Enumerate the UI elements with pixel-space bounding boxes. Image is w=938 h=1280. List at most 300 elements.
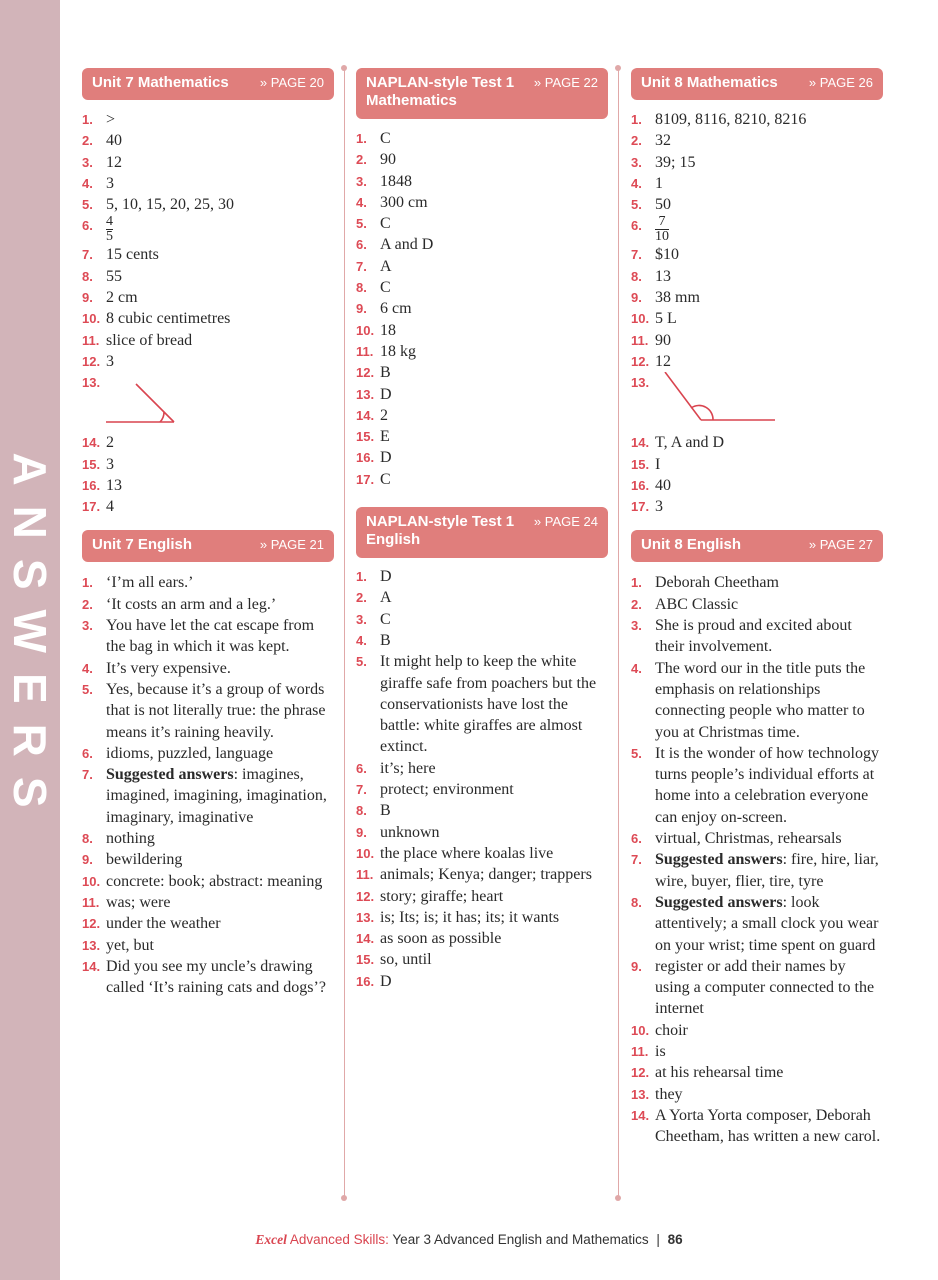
- answer-number: 5.: [82, 681, 93, 697]
- answer-number: 17.: [631, 499, 650, 515]
- answer-value: so, until: [380, 951, 432, 969]
- answer-number: 9.: [631, 290, 642, 306]
- answer-value: story; giraffe; heart: [380, 887, 504, 905]
- answer-number: 4.: [82, 175, 93, 191]
- answer-value: animals; Kenya; danger; trappers: [380, 866, 592, 884]
- answer-item: [356, 298, 608, 319]
- answer-value: 4: [106, 498, 114, 516]
- answer-item: [631, 1020, 883, 1041]
- answer-number: 5.: [356, 216, 367, 232]
- answer-number: 7.: [631, 247, 642, 263]
- answer-value: A and D: [380, 236, 434, 254]
- answer-text: [655, 215, 883, 244]
- answer-item: [82, 849, 334, 870]
- answer-number: 14.: [356, 407, 375, 423]
- answer-text: [106, 287, 334, 308]
- answer-value: The word our in the title puts the emphasis on relationships connecting people who matter to you at Christmas time.: [655, 659, 866, 741]
- answer-number: 7.: [356, 258, 367, 274]
- answer-text: [380, 298, 608, 319]
- answer-number: 1.: [82, 112, 93, 127]
- answer-item: [356, 447, 608, 468]
- answer-item: [82, 679, 334, 743]
- answer-text: [106, 109, 334, 130]
- answer-number: 12.: [631, 353, 650, 369]
- answer-item: [82, 215, 334, 244]
- answer-text: [655, 454, 883, 475]
- column-middle: [356, 68, 608, 992]
- answer-item: [82, 615, 334, 658]
- answer-text: [106, 679, 334, 743]
- answer-number: 3.: [356, 173, 367, 189]
- answer-text: [106, 615, 334, 658]
- answer-text: [655, 615, 883, 658]
- answer-number: 16.: [356, 450, 375, 466]
- answer-item: [356, 320, 608, 341]
- answer-item: [631, 1084, 883, 1105]
- answer-text: [106, 308, 334, 329]
- answer-value: 3: [106, 174, 114, 192]
- answer-number: 15.: [356, 952, 375, 968]
- answer-number: 11.: [82, 332, 100, 348]
- answer-text: [380, 651, 608, 757]
- answer-item: [356, 758, 608, 779]
- answer-text: [655, 572, 883, 593]
- section-header-naplan-english: [356, 507, 608, 558]
- answer-value: C: [380, 215, 391, 233]
- answer-item: [82, 194, 334, 215]
- fraction: [106, 215, 113, 244]
- answer-value: D: [380, 385, 392, 403]
- answer-text: [655, 109, 883, 130]
- answer-item: [356, 149, 608, 170]
- answer-number: 16.: [82, 477, 101, 493]
- answer-value: ‘I’m all ears.’: [106, 574, 194, 592]
- column-divider: [344, 68, 345, 1198]
- answer-item: [631, 454, 883, 475]
- answer-item: [631, 475, 883, 496]
- answer-item: [631, 658, 883, 743]
- answer-text: [380, 447, 608, 468]
- answer-text: [106, 432, 334, 453]
- answer-text: [380, 843, 608, 864]
- answer-number: 4.: [631, 175, 642, 191]
- answer-value: B: [380, 802, 391, 820]
- answer-number: 6.: [356, 760, 367, 776]
- answer-value: unknown: [380, 823, 440, 841]
- answer-number: 1.: [356, 569, 367, 585]
- answer-emphasis: Suggested answers: [655, 893, 783, 911]
- answer-text: [106, 330, 334, 351]
- answer-number: 10.: [631, 1022, 650, 1038]
- answer-item: [82, 351, 334, 372]
- answer-item: [356, 949, 608, 970]
- answer-item: [631, 594, 883, 615]
- answer-number: 12.: [356, 365, 375, 381]
- answer-item: [82, 828, 334, 849]
- answer-item: [82, 913, 334, 934]
- answer-text: [106, 130, 334, 151]
- answer-text: [380, 630, 608, 651]
- answer-item: [356, 907, 608, 928]
- answer-item: [356, 171, 608, 192]
- answer-item: [631, 496, 883, 517]
- answer-item: [631, 615, 883, 658]
- answer-number: 11.: [631, 1043, 649, 1059]
- answer-item: [631, 849, 883, 892]
- fraction: [655, 215, 669, 244]
- answer-item: [356, 213, 608, 234]
- answer-text: [380, 426, 608, 447]
- answer-item: [631, 308, 883, 329]
- answer-item: [356, 277, 608, 298]
- answer-value: it’s; here: [380, 759, 436, 777]
- answer-number: 8.: [82, 831, 93, 847]
- answer-number: 10.: [82, 873, 101, 889]
- answer-value: A: [380, 257, 392, 275]
- answer-number: 13.: [82, 375, 101, 391]
- answer-item: [631, 130, 883, 151]
- answer-value: C: [380, 470, 391, 488]
- answer-number: 3.: [631, 154, 642, 170]
- answer-number: 6.: [356, 237, 367, 253]
- answer-item: [356, 405, 608, 426]
- answer-item: [631, 1041, 883, 1062]
- answer-item: [631, 1105, 883, 1148]
- answer-text: [655, 173, 883, 194]
- answer-number: 6.: [631, 218, 642, 234]
- answer-text: [655, 308, 883, 329]
- answer-text: [106, 572, 334, 593]
- answer-value: E: [380, 428, 390, 446]
- answer-item: [631, 287, 883, 308]
- answer-number: 7.: [82, 767, 93, 783]
- answer-value: 32: [655, 132, 671, 150]
- answer-value: bewildering: [106, 851, 183, 869]
- answer-item: [82, 572, 334, 593]
- answer-number: 11.: [631, 332, 649, 348]
- answer-text: [106, 913, 334, 934]
- answer-text: [655, 194, 883, 215]
- fraction-numerator: 4: [106, 214, 113, 230]
- answer-text: [655, 130, 883, 151]
- answer-number: 3.: [82, 618, 93, 634]
- answer-text: [106, 658, 334, 679]
- answer-number: 4.: [356, 632, 367, 648]
- column-divider: [618, 68, 619, 1198]
- answer-number: 2.: [82, 596, 93, 612]
- answer-value: T, A and D: [655, 434, 725, 452]
- answer-item: [356, 971, 608, 992]
- answer-text: [380, 149, 608, 170]
- answer-number: 2.: [356, 590, 367, 606]
- answer-value: 55: [106, 267, 122, 285]
- answer-list: [631, 109, 883, 517]
- answer-item: [631, 572, 883, 593]
- answer-text: [380, 469, 608, 490]
- answer-item: [82, 372, 334, 432]
- section-header-unit8-english: [631, 530, 883, 562]
- answer-value: 5, 10, 15, 20, 25, 30: [106, 196, 234, 214]
- answer-value: 18 kg: [380, 342, 416, 360]
- answer-text: [380, 213, 608, 234]
- answer-item: [82, 109, 334, 130]
- answer-text: [380, 609, 608, 630]
- answer-value: Yes, because it’s a group of words that is not literally true: the phrase means it’s raining heavily.: [106, 680, 326, 741]
- answer-number: 9.: [631, 958, 642, 974]
- section-title: NAPLAN-style Test 1 Mathematics: [366, 74, 515, 109]
- section-header-unit7-math: [82, 68, 334, 100]
- answer-value: 3: [106, 455, 114, 473]
- answer-text: [380, 277, 608, 298]
- answer-text: [380, 171, 608, 192]
- answer-text: [655, 351, 883, 372]
- answer-value: register or add their names by using a computer connected to the internet: [655, 957, 875, 1018]
- answer-value: C: [380, 610, 391, 628]
- answer-value: idioms, puzzled, language: [106, 744, 274, 762]
- answer-text: [655, 496, 883, 517]
- answer-value: You have let the cat escape from the bag in which it was kept.: [106, 617, 315, 656]
- answer-value: as soon as possible: [380, 930, 502, 948]
- answer-number: 13.: [631, 1086, 650, 1102]
- answer-text: [655, 1084, 883, 1105]
- answer-item: [82, 266, 334, 287]
- answer-text: [380, 758, 608, 779]
- answer-value: 13: [655, 267, 671, 285]
- angle-diagram: [106, 372, 256, 432]
- answer-text: [655, 287, 883, 308]
- answer-text: [655, 892, 883, 956]
- answer-value: is: [655, 1042, 666, 1060]
- section-title: Unit 7 Mathematics: [92, 74, 229, 91]
- answer-text: [655, 1041, 883, 1062]
- footer-brand: Excel: [255, 1232, 287, 1247]
- answer-value: 90: [380, 151, 396, 169]
- answer-item: [631, 152, 883, 173]
- angle-arm: [136, 384, 174, 422]
- answer-text: [380, 362, 608, 383]
- answer-value: choir: [655, 1021, 688, 1039]
- answer-text: [380, 822, 608, 843]
- answer-value: 3: [106, 352, 114, 370]
- answer-text: [380, 886, 608, 907]
- answer-text: [380, 320, 608, 341]
- answer-text: [106, 496, 334, 517]
- answer-text: [380, 384, 608, 405]
- footer-separator: |: [656, 1232, 660, 1247]
- answer-value: 5 L: [655, 310, 677, 328]
- answer-number: 13.: [356, 386, 375, 402]
- answer-value: 300 cm: [380, 193, 428, 211]
- answer-number: 6.: [631, 831, 642, 847]
- answer-value: Deborah Cheetham: [655, 574, 779, 592]
- answer-number: 5.: [356, 654, 367, 670]
- fraction-denominator: 5: [106, 229, 113, 245]
- answer-value: 39; 15: [655, 153, 696, 171]
- page-reference: » PAGE 21: [259, 537, 324, 553]
- answer-item: [631, 828, 883, 849]
- answer-text: [106, 828, 334, 849]
- answer-number: 15.: [82, 456, 101, 472]
- answer-text: [380, 587, 608, 608]
- answer-number: 13.: [631, 375, 650, 391]
- answer-item: [82, 496, 334, 517]
- answer-text: [106, 892, 334, 913]
- answer-value: 90: [655, 331, 671, 349]
- answer-text: [655, 266, 883, 287]
- answer-item: [82, 432, 334, 453]
- answer-item: [356, 864, 608, 885]
- answer-number: 1.: [82, 575, 93, 591]
- answer-value: C: [380, 279, 391, 297]
- answer-item: [356, 651, 608, 757]
- answer-number: 13.: [82, 937, 101, 953]
- answer-number: 5.: [82, 197, 93, 213]
- answer-item: [82, 658, 334, 679]
- answer-text: [380, 971, 608, 992]
- answer-item: [356, 341, 608, 362]
- section-title: Unit 8 English: [641, 536, 742, 554]
- answer-value: 38 mm: [655, 289, 700, 307]
- answer-item: [82, 244, 334, 265]
- answer-number: 7.: [82, 247, 93, 263]
- answer-item: [631, 173, 883, 194]
- answer-number: 8.: [631, 268, 642, 284]
- fraction-numerator: 7: [658, 214, 666, 230]
- answer-text: [655, 152, 883, 173]
- answer-text: [106, 594, 334, 615]
- answer-item: [356, 566, 608, 587]
- answer-text: [106, 871, 334, 892]
- answer-item: [82, 956, 334, 999]
- page-footer: [0, 1232, 938, 1248]
- answer-text: [655, 956, 883, 1020]
- answer-number: 12.: [82, 353, 101, 369]
- answer-text: [380, 800, 608, 821]
- answer-item: [631, 244, 883, 265]
- answer-value: I: [655, 455, 661, 473]
- answer-item: [82, 594, 334, 615]
- answer-item: [356, 469, 608, 490]
- answer-text: [655, 594, 883, 615]
- answer-text: [655, 1020, 883, 1041]
- answer-value: is; Its; is; it has; its; it wants: [380, 908, 560, 926]
- answer-number: 15.: [631, 456, 650, 472]
- page-reference: » PAGE 22: [533, 75, 598, 90]
- section-title: Unit 7 English: [92, 536, 193, 554]
- answer-number: 15.: [356, 429, 375, 445]
- answer-number: 10.: [82, 311, 101, 327]
- answer-value: $10: [655, 246, 679, 264]
- section-title: Unit 8 Mathematics: [641, 74, 778, 91]
- answer-text: [655, 828, 883, 849]
- answer-text: [655, 432, 883, 453]
- answer-text: [106, 764, 334, 828]
- answer-item: [82, 475, 334, 496]
- answer-number: 8.: [356, 803, 367, 819]
- answer-value: It might help to keep the white giraffe safe from poachers but the conservationists have lost the battle: white giraffes are almost extinct.: [380, 653, 597, 756]
- answer-text: [655, 330, 883, 351]
- answer-number: 17.: [82, 499, 101, 515]
- answer-value: 8109, 8116, 8210, 8216: [655, 111, 807, 128]
- answer-number: 2.: [631, 596, 642, 612]
- answer-item: [631, 892, 883, 956]
- answer-value: concrete: book; abstract: meaning: [106, 872, 323, 890]
- answer-item: [631, 109, 883, 130]
- answer-number: 3.: [356, 611, 367, 627]
- answer-text: [655, 475, 883, 496]
- answer-number: 10.: [356, 845, 375, 861]
- page-reference: » PAGE 20: [259, 75, 324, 90]
- answer-number: 12.: [631, 1065, 650, 1081]
- answer-value: 6 cm: [380, 300, 412, 318]
- answer-number: 11.: [82, 894, 100, 910]
- answer-number: 3.: [82, 154, 93, 170]
- answer-value: D: [380, 972, 392, 990]
- answer-number: 10.: [631, 311, 650, 327]
- answer-value: slice of bread: [106, 331, 193, 349]
- answer-text: [655, 743, 883, 828]
- answer-number: 4.: [82, 660, 93, 676]
- answer-text: [106, 152, 334, 173]
- answer-text: [106, 351, 334, 372]
- answer-item: [82, 130, 334, 151]
- answer-value: D: [380, 449, 392, 467]
- answer-item: [82, 743, 334, 764]
- answer-value: It’s very expensive.: [106, 659, 231, 677]
- answer-list: [356, 566, 608, 992]
- answer-text: [106, 266, 334, 287]
- answer-value: 40: [106, 132, 122, 150]
- answer-text: [380, 949, 608, 970]
- answer-text: [655, 372, 883, 432]
- answer-item: [631, 372, 883, 432]
- answer-text: [106, 935, 334, 956]
- section-title: NAPLAN-style Test 1 English: [366, 513, 515, 549]
- answer-item: [356, 630, 608, 651]
- answer-item: [356, 384, 608, 405]
- answer-value: D: [380, 568, 392, 586]
- answer-list: [82, 109, 334, 517]
- answer-value: under the weather: [106, 915, 221, 933]
- answer-text: [655, 1105, 883, 1148]
- answer-number: 4.: [356, 194, 367, 210]
- answer-number: 16.: [356, 973, 375, 989]
- answer-text: [655, 1062, 883, 1083]
- answer-value: virtual, Christmas, rehearsals: [655, 830, 842, 848]
- answer-number: 5.: [631, 745, 642, 761]
- answer-value: nothing: [106, 830, 155, 848]
- answer-item: [356, 609, 608, 630]
- answer-text: [106, 475, 334, 496]
- answer-item: [356, 779, 608, 800]
- answer-item: [356, 886, 608, 907]
- section-label: ANSWERS: [4, 452, 56, 828]
- answer-text: [380, 779, 608, 800]
- answer-value: 15 cents: [106, 246, 159, 264]
- answer-text: [106, 454, 334, 475]
- answer-value: B: [380, 364, 391, 382]
- answer-value: A Yorta Yorta composer, Deborah Cheetham, has written a new carol.: [655, 1106, 881, 1146]
- answer-item: [82, 330, 334, 351]
- answer-text: [380, 234, 608, 255]
- answer-value: C: [380, 130, 391, 147]
- answer-text: [106, 244, 334, 265]
- footer-series: Advanced Skills:: [289, 1232, 389, 1247]
- answer-text: [380, 341, 608, 362]
- answer-text: [106, 173, 334, 194]
- answer-number: 11.: [356, 867, 374, 883]
- fraction-denominator: 10: [655, 229, 669, 245]
